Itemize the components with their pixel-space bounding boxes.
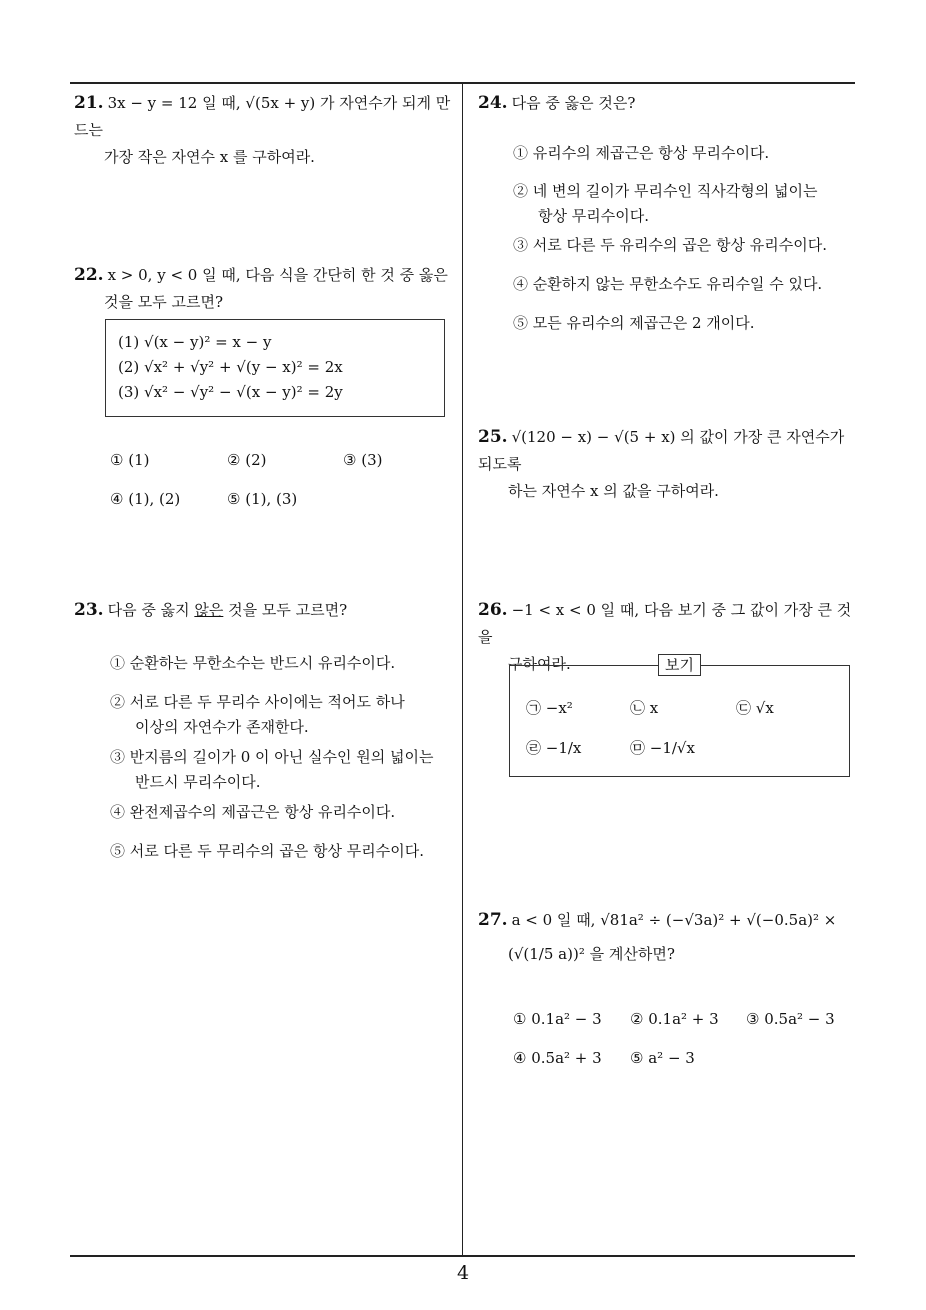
choice-3[interactable]: ③ (3) [343,451,383,469]
choice-2[interactable]: ② 네 변의 길이가 무리수인 직사각형의 넓이는 [513,182,818,200]
choice-1[interactable]: ① 0.1a² − 3 [513,1010,602,1028]
question-text: x > 0, y < 0 일 때, 다음 식을 간단히 한 것 중 옳은 [107,266,448,284]
choice-2[interactable]: ② (2) [227,451,267,469]
choice-2[interactable]: ② 서로 다른 두 무리수 사이에는 적어도 하나 [110,693,405,711]
question-number: 22. [74,265,104,285]
bogi-item[interactable]: ㉢ √x [736,699,774,717]
question-text: a < 0 일 때, √81a² ÷ (−√3a)² + √(−0.5a)² × [511,911,837,929]
bogi-item[interactable]: ㉠ −x² [526,699,573,717]
expression-line: (1) √(x − y)² = x − y [118,333,272,351]
question-text: 하는 자연수 x 의 값을 구하여라. [508,482,719,500]
question-24 [478,90,863,117]
choice-4[interactable]: ④ 완전제곱수의 제곱근은 항상 유리수이다. [110,803,396,821]
bogi-label: 보기 [658,654,701,676]
question-21 [74,90,459,171]
question-text: 가장 작은 자연수 x 를 구하여라. [104,148,315,166]
choice-3[interactable]: ③ 0.5a² − 3 [746,1010,835,1028]
choice-5[interactable]: ⑤ 서로 다른 두 무리수의 곱은 항상 무리수이다. [110,842,424,860]
column-divider [462,82,463,1257]
question-number: 26. [478,600,508,620]
question-text: 3x − y = 12 일 때, √(5x + y) 가 자연수가 되게 만드는 [74,94,451,139]
bogi-item[interactable]: ㉤ −1/√x [630,739,695,757]
question-22 [74,262,459,316]
question-text: −1 < x < 0 일 때, 다음 보기 중 그 값이 가장 큰 것을 [478,601,852,646]
choice-2[interactable]: ② 0.1a² + 3 [630,1010,719,1028]
question-number: 23. [74,600,104,620]
bogi-item[interactable]: ㉣ −1/x [526,739,582,757]
choice-5[interactable]: ⑤ 모든 유리수의 제곱근은 2 개이다. [513,314,755,332]
page-number: 4 [456,1262,470,1284]
choice-4[interactable]: ④ (1), (2) [110,490,181,508]
question-text: 구하여라. [508,655,571,673]
question-text: √(120 − x) − √(5 + x) 의 값이 가장 큰 자연수가 되도록 [478,428,845,473]
choice-5[interactable]: ⑤ (1), (3) [227,490,298,508]
question-23 [74,597,459,624]
choice-1[interactable]: ① (1) [110,451,150,469]
question-27 [478,907,863,974]
question-25 [478,424,863,505]
choice-2-continued: 항상 무리수이다. [538,207,649,225]
choice-2-continued: 이상의 자연수가 존재한다. [135,718,309,736]
question-text: (√(1/5 a))² 을 계산하면? [508,945,675,963]
question-number: 21. [74,93,104,113]
choice-5[interactable]: ⑤ a² − 3 [630,1049,695,1067]
question-text: 것을 모두 고르면? [223,601,348,619]
bogi-item[interactable]: ㉡ x [630,699,659,717]
choice-1[interactable]: ① 순환하는 무한소수는 반드시 유리수이다. [110,654,396,672]
question-number: 24. [478,93,508,113]
question-number: 25. [478,427,508,447]
choice-3[interactable]: ③ 반지름의 길이가 0 이 아닌 실수인 원의 넓이는 [110,748,434,766]
question-text: 것을 모두 고르면? [104,293,224,311]
choice-3-continued: 반드시 무리수이다. [135,773,261,791]
expression-line: (3) √x² − √y² − √(x − y)² = 2y [118,383,343,401]
question-text: 다음 중 옳지 [107,601,195,619]
choice-4[interactable]: ④ 순환하지 않는 무한소수도 유리수일 수 있다. [513,275,823,293]
expression-box [105,319,445,417]
bottom-rule [70,1255,855,1257]
choice-4[interactable]: ④ 0.5a² + 3 [513,1049,602,1067]
expression-line: (2) √x² + √y² + √(y − x)² = 2x [118,358,343,376]
question-number: 27. [478,910,508,930]
choice-1[interactable]: ① 유리수의 제곱근은 항상 무리수이다. [513,144,770,162]
underlined-word: 않은 [194,601,224,619]
question-text: 다음 중 옳은 것은? [511,94,636,112]
choice-3[interactable]: ③ 서로 다른 두 유리수의 곱은 항상 유리수이다. [513,236,827,254]
